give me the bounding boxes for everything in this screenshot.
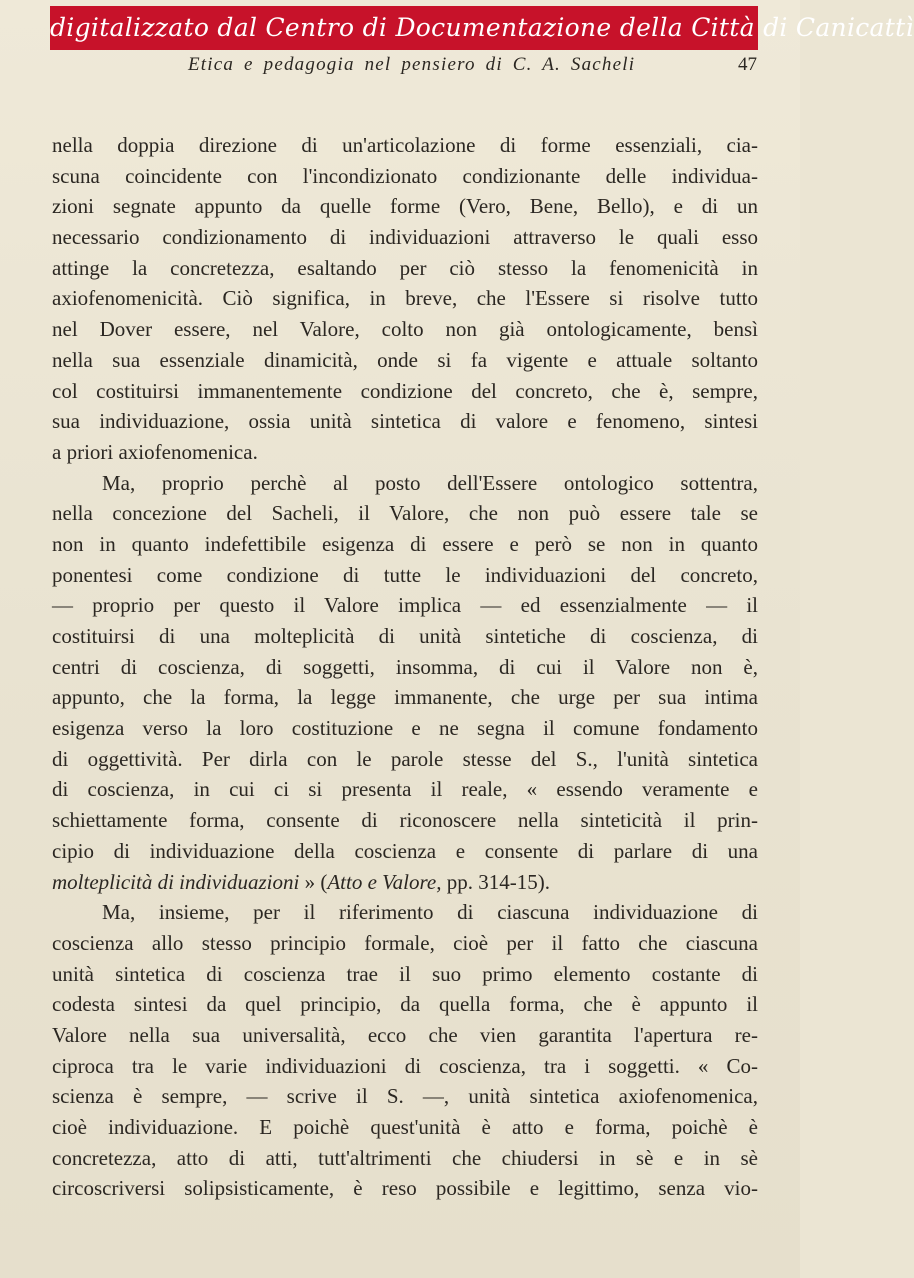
paragraph-start-line: Ma, proprio perchè al posto dell'Essere ontologico sottentra, <box>102 470 758 495</box>
text-line: nella concezione del Sacheli, il Valore, che non può essere tale se <box>52 501 758 526</box>
quote-close: » ( <box>299 869 328 894</box>
text-line: nella sua essenziale dinamicità, onde si fa vigente e attuale soltanto <box>52 347 758 372</box>
text-line: circoscriversi solipsisticamente, è reso possibile e legittimo, senza vio- <box>52 1176 758 1201</box>
text-line: codesta sintesi da quel principio, da quella forma, che è appunto il <box>52 992 758 1017</box>
text-line: attinge la concretezza, esaltando per ciò stesso la fenomenicità in <box>52 255 758 280</box>
text-line: non in quanto indefettibile esigenza di essere e però se non in quanto <box>52 531 758 556</box>
paragraph-end-line: a priori axiofenomenica. <box>52 439 258 464</box>
text-line: nella doppia direzione di un'articolazione di forme essenziali, cia- <box>52 133 758 157</box>
text-line: col costituirsi immanentemente condizione del concreto, che è, sempre, <box>52 378 758 403</box>
text-line: esigenza verso la loro costituzione e ne segna il comune fondamento <box>52 716 758 741</box>
page-number: 47 <box>738 54 757 75</box>
cited-book-title: Atto e Valore, <box>327 869 442 894</box>
text-line: unità sintetica di coscienza trae il suo primo elemento costante di <box>52 961 758 986</box>
text-line: axiofenomenicità. Ciò significa, in breve, che l'Essere si risolve tutto <box>52 286 758 311</box>
text-line: cioè individuazione. E poichè quest'unità è atto e forma, poichè è <box>52 1115 758 1139</box>
text-line: sua individuazione, ossia unità sintetica di valore e fenomeno, sintesi <box>52 409 758 434</box>
quote-italic-phrase: molteplicità di individuazioni <box>52 869 300 894</box>
text-line: costituirsi di una molteplicità di unità sintetiche di coscienza, di <box>52 624 758 648</box>
citation-pages: pp. 314-15). <box>441 869 550 894</box>
running-title: Etica e pedagogia nel pensiero di C. A. Sacheli <box>188 54 636 75</box>
text-line: scienza è sempre, — scrive il S. —, unità sintetica axiofenomenica, <box>52 1084 758 1109</box>
text-line: concretezza, atto di atti, tutt'altrimenti che chiudersi in sè e in sè <box>52 1145 758 1170</box>
text-line: ciproca tra le varie individuazioni di coscienza, tra i soggetti. « Co- <box>52 1053 758 1078</box>
running-header <box>0 54 800 82</box>
text-line: coscienza allo stesso principio formale, cioè per il fatto che ciascuna <box>52 930 758 955</box>
paragraph-start-line: Ma, insieme, per il riferimento di ciascuna individuazione di <box>102 900 758 925</box>
text-line: ponentesi come condizione di tutte le individuazioni del concreto, <box>52 562 758 587</box>
text-line: di oggettività. Per dirla con le parole stesse del S., l'unità sintetica <box>52 746 758 771</box>
text-line: zioni segnate appunto da quelle forme (Vero, Bene, Bello), e di un <box>52 194 758 219</box>
text-line: centri di coscienza, di soggetti, insomma, di cui il Valore non è, <box>52 654 758 679</box>
text-line: — proprio per questo il Valore implica — ed essenzialmente — il <box>52 593 758 618</box>
text-line: necessario condizionamento di individuazioni attraverso le quali esso <box>52 225 758 250</box>
quote-citation-line <box>52 867 758 898</box>
text-line: Valore nella sua universalità, ecco che vien garantita l'apertura re- <box>52 1022 758 1047</box>
text-line: schiettamente forma, consente di riconoscere nella sinteticità il prin- <box>52 808 758 833</box>
digitization-watermark: digitalizzato dal Centro di Documentazione della Città di Canicattì <box>50 6 758 50</box>
text-line: scuna coincidente con l'incondizionato condizionante delle individua- <box>52 163 758 188</box>
body-text <box>52 130 758 1204</box>
text-line: cipio di individuazione della coscienza e consente di parlare di una <box>52 838 758 863</box>
text-line: nel Dover essere, nel Valore, colto non già ontologicamente, bensì <box>52 317 758 342</box>
text-line: appunto, che la forma, la legge immanente, che urge per sua intima <box>52 685 758 710</box>
text-line: di coscienza, in cui ci si presenta il reale, « essendo veramente e <box>52 777 758 802</box>
